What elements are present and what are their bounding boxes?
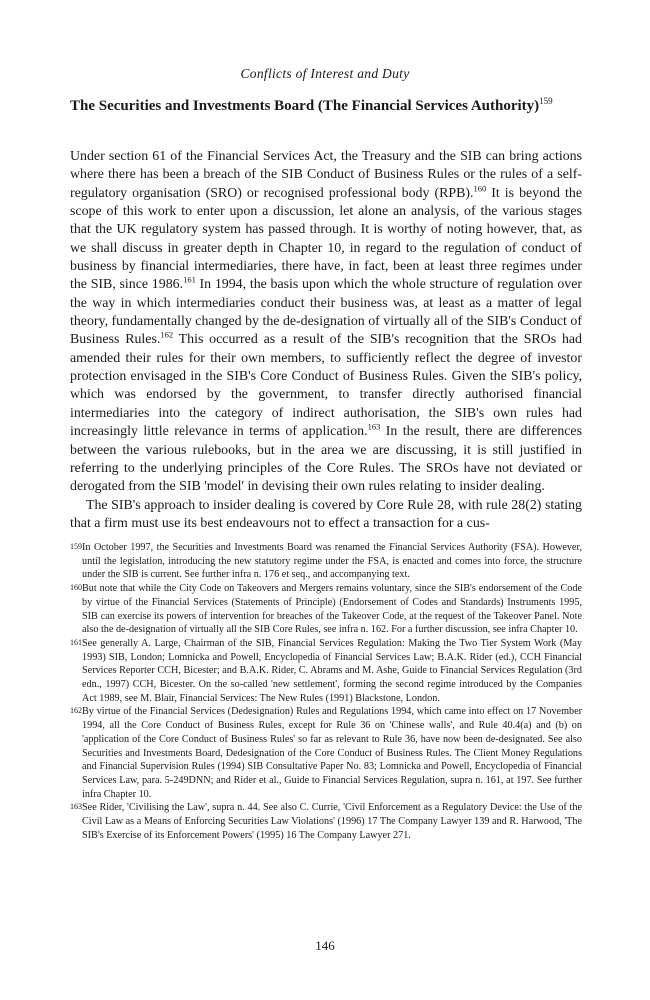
body-paragraph: The SIB's approach to insider dealing is covered by Core Rule 28, with rule 28(2) stating that a firm must use its best endeavours not to effect a transaction for a cus-: [70, 497, 582, 531]
footnote-text: See Rider, 'Civilising the Law', supra n. 44. See also C. Currie, 'Civil Enforcement as a Regulatory Device: the Use of the Civil Law as a Means of Enforcing Securities Law Violations' (1996) 17 The Company Lawyer 139 and R. Harwood, 'The SIB's Exercise of its Enforcement Powers' (1995) 16 The Company Lawyer 271.: [82, 802, 582, 841]
paragraph-text: It is beyond the scope of this work to enter upon a discussion, let alone an analysis, of the various stages that the UK regulatory system has passed through. It is worthy of noting however, that, as we shall discuss in greater depth in Chapter 10, in regard to the regulation of conduct of business by financial intermediaries, there have, in fact, been at least three regimes under the SIB, since 1986.: [70, 185, 582, 293]
footnote-ref[interactable]: 162: [160, 329, 174, 340]
footnote: [70, 705, 582, 801]
paragraph-text: Under section 61 of the Financial Services Act, the Treasury and the SIB can bring actions where there has been a breach of the SIB Conduct of Business Rules or the rules of a self-regulatory organisation (SRO) or recognised professional body (RPB).: [70, 149, 582, 201]
main-text: [70, 148, 582, 533]
body-paragraph: [70, 148, 582, 497]
running-head: Conflicts of Interest and Duty: [240, 66, 410, 81]
footnote-ref[interactable]: 160: [473, 183, 487, 194]
paragraph-text: This occurred as a result of the SIB's recognition that the SROs had amended their rules for their own members, to sufficiently reflect the degree of investor protection envisaged in the SIB's Core Conduct of Business Rules. Given the SIB's policy, which was endorsed by the government, to transfer directly authorised financial intermediaries into the category of indirect authorisation, the SIB's own rules had increasingly little relevance in terms of application.: [70, 332, 582, 440]
footnote: [70, 582, 582, 637]
footnotes: [70, 541, 582, 842]
footnote-mark: 163: [70, 802, 82, 812]
paragraph-text: In 1994, the basis upon which the whole structure of regulation over the way in which intermediaries conduct their business was, at least as a matter of legal theory, fundamentally changed by the de-designation of virtually all of the SIB's Conduct of Business Rules.: [70, 277, 582, 348]
footnote-mark: 160: [70, 583, 82, 593]
footnote-ref[interactable]: 161: [183, 274, 196, 285]
footnote-ref[interactable]: 159: [539, 96, 553, 106]
footnote-ref[interactable]: 163: [367, 421, 381, 432]
footnote-text: But note that while the City Code on Takeovers and Mergers remains voluntary, since the SIB's endorsement of the Code by virtue of the Financial Services (Statements of Principle) (Endorsement of Codes and Standards) Instruments 1995, SIB can exercise its powers of intervention for breaches of the Takeover Code, at the request of the Takeover Panel. Note also the de-designation of virtually all the SIB Core Rules, see infra n. 162. For a further discussion, see infra Chapter 10.: [82, 583, 582, 636]
section-heading: [70, 97, 580, 115]
footnote: [70, 541, 582, 582]
footnote-text: In October 1997, the Securities and Investments Board was renamed the Financial Services Authority (FSA). However, until the legislation, introducing the new statutory regime under the FSA, is enacted and comes into force, the structure under the SIB is current. See further infra n. 176 et seq., and accompanying text.: [82, 542, 582, 581]
footnote-mark: 161: [70, 637, 82, 647]
section-title: The Securities and Investments Board (The Financial Services Authority): [70, 98, 540, 114]
footnote-mark: 159: [70, 542, 82, 551]
page-number: 146: [315, 938, 335, 953]
footnote-mark: 162: [70, 706, 82, 716]
footnote: [70, 801, 582, 842]
paragraph-text: In the result, there are differences between the various rulebooks, but in the area we are discussing, it is still justified in referring to the underlying principles of the Core Rules. The SROs have not deviated or derogated from the SIB 'model' in devising their own rules relating to insider dealing.: [70, 424, 582, 495]
footnote-text: See generally A. Large, Chairman of the SIB, Financial Services Regulation: Making the Two Tier System Work (May 1993) SIB, London; Lomnicka and Powell, Encyclopedia of Financial Services Law; B.A.K. Rider (ed.), CCH Financial Services Reporter CCH, Bicester; and B.A.K. Rider, C. Abrams and M. Ashe, Guide to Financial Services Regulation (3rd edn., 1997) CCH, Bicester. On the so-called 'new settlement', forming the second regime introduced by the Companies Act 1989, see M. Blair, Financial Services: The New Rules (1991) Blackstone, London.: [82, 637, 582, 704]
footnote-text: By virtue of the Financial Services (Dedesignation) Rules and Regulations 1994, which came into effect on 17 November 1994, all the Core Conduct of Business Rules, except for Rule 36 on 'Chinese walls', and Rule 40.4(a) and (b) on 'application of the Core Conduct of Business Rules' so far as relevant to Rule 36, have now been de-designated. See also Securities and Investments Board, Dedesignation of the Core Conduct of Business Rules. The Client Money Regulations and Financial Supervision Rules (1994) SIB Consultative Paper No. 83; Lomnicka and Powell, Encyclopedia of Financial Services Law, para. 5-249DNN; and Rider et al., Guide to Financial Services Regulation, supra n. 161, at 197. See further infra Chapter 10.: [82, 706, 582, 800]
footnote: [70, 637, 582, 706]
